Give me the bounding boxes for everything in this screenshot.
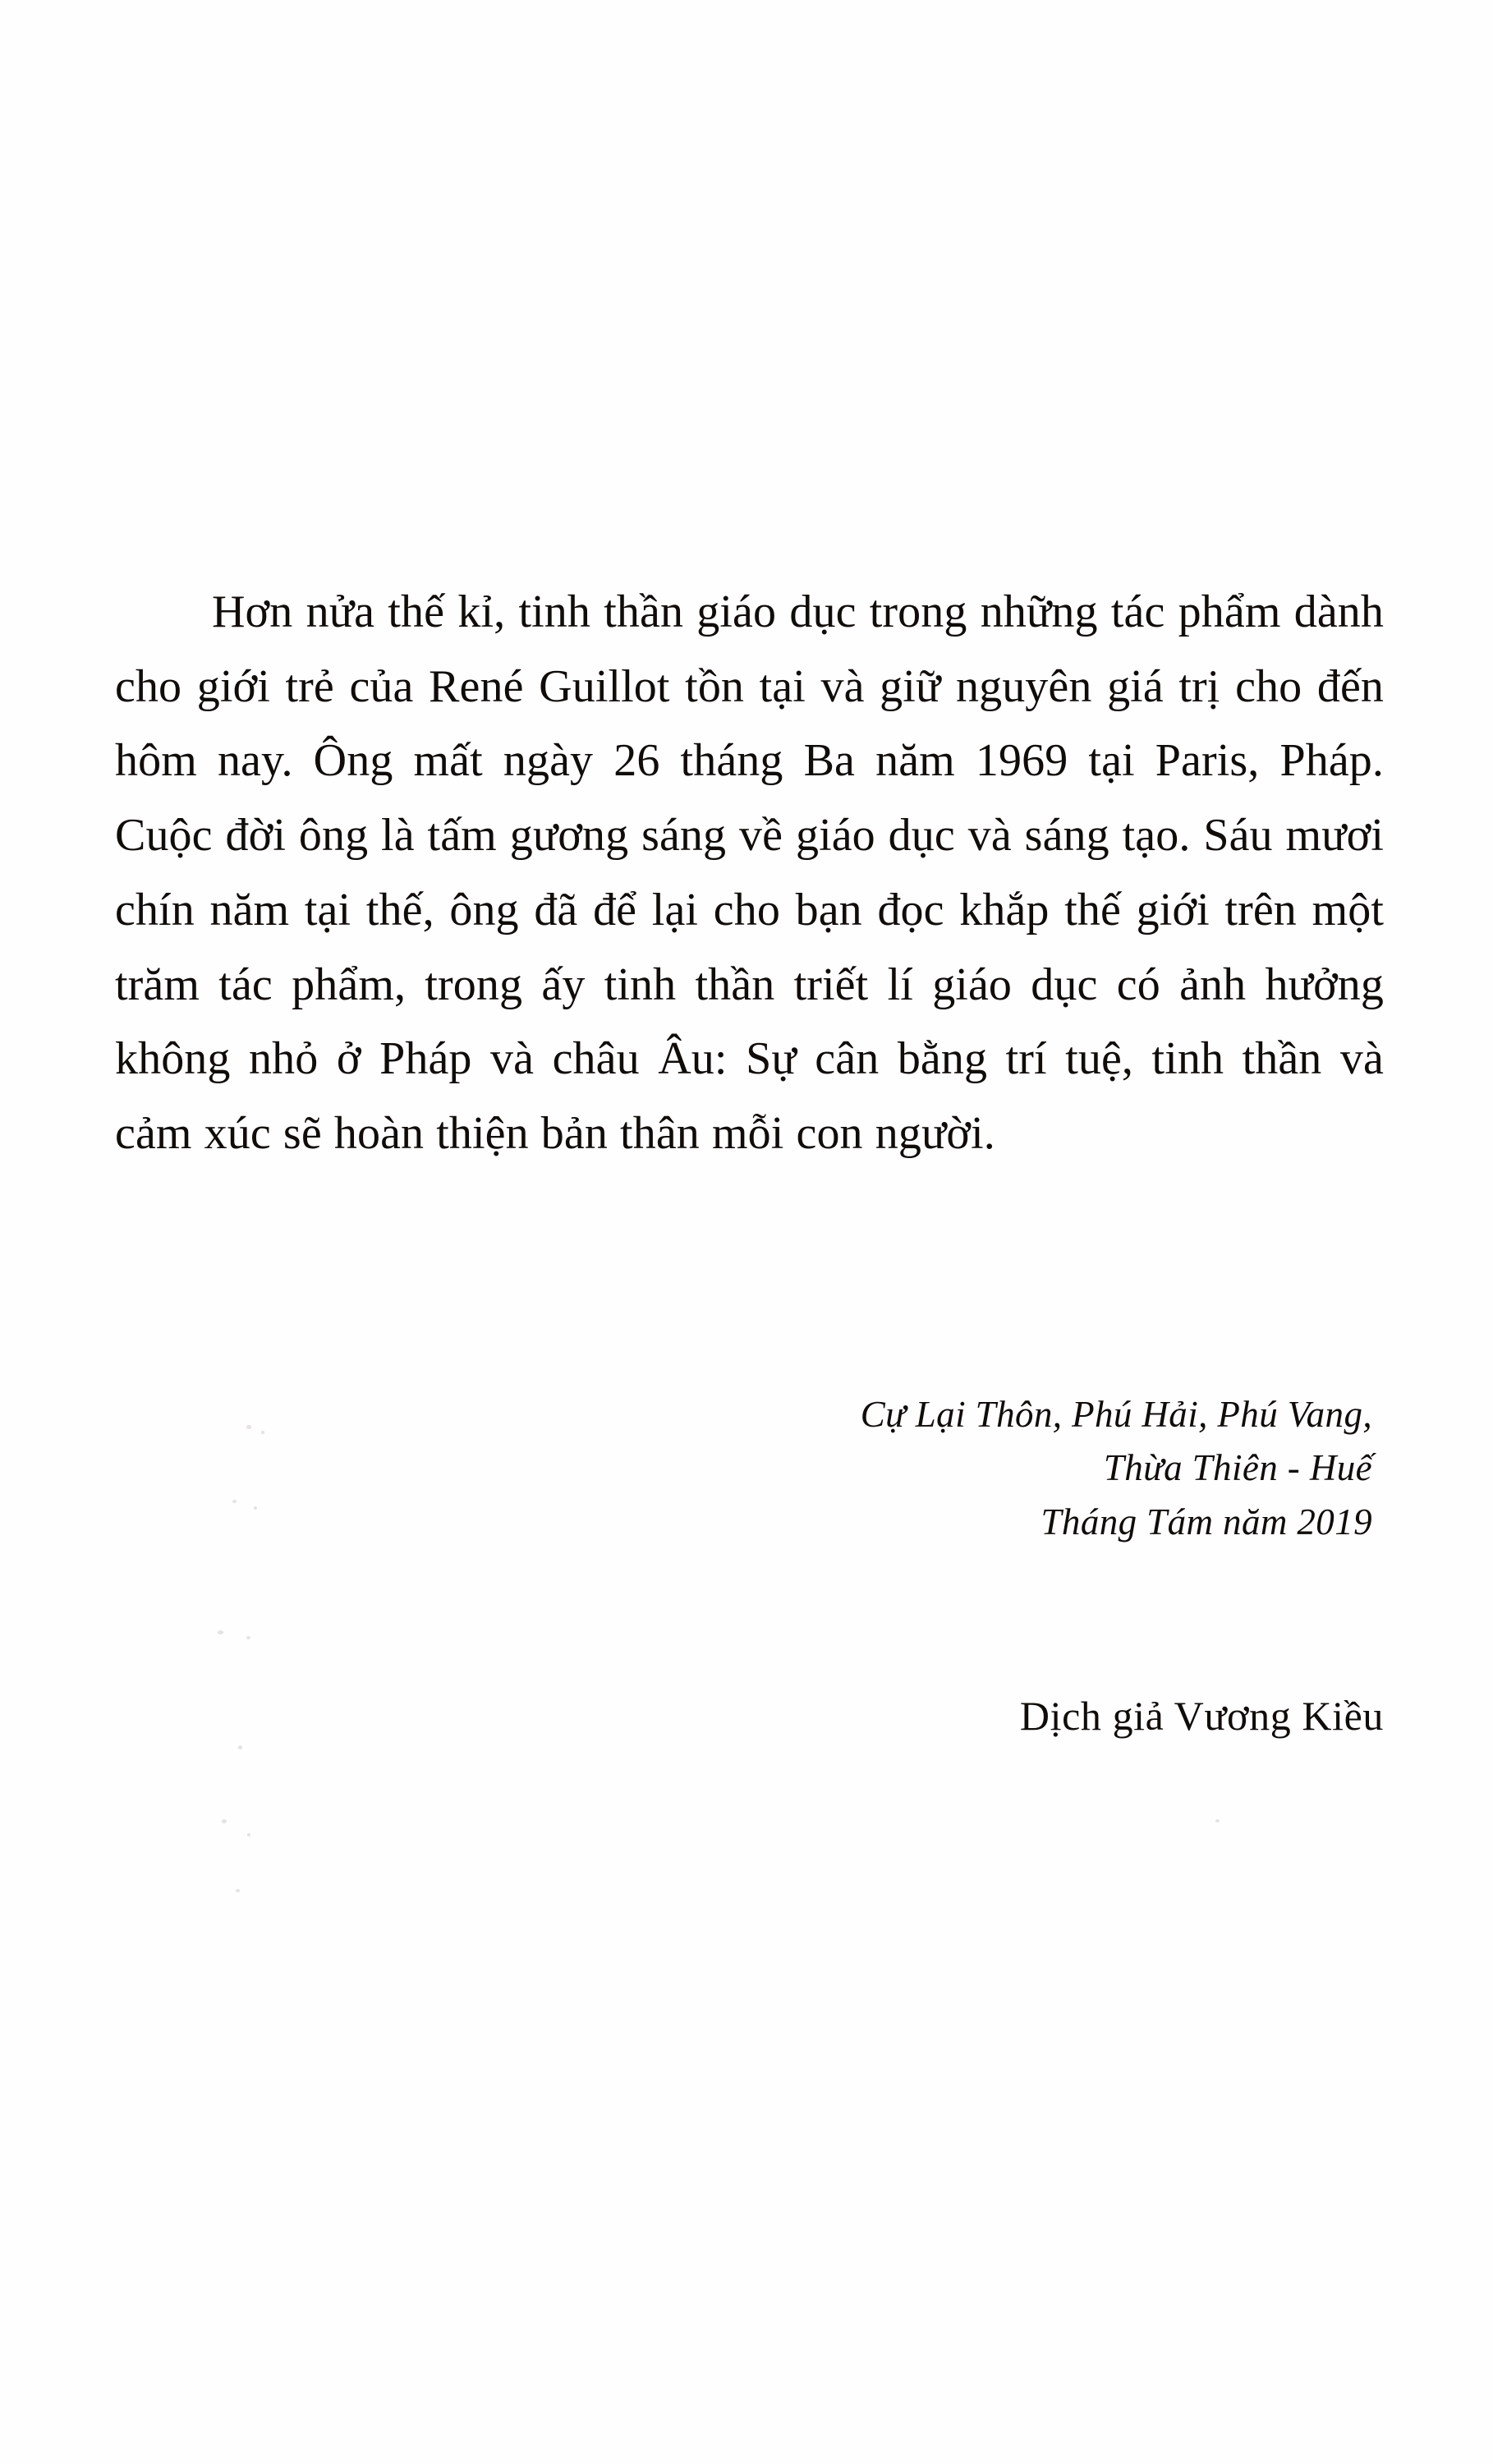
translator-credit: Dịch giả Vương Kiều: [1019, 1693, 1384, 1739]
signature-date-line: Tháng Tám năm 2019: [1041, 1501, 1372, 1542]
scan-speck: [1215, 1819, 1220, 1823]
scan-speck: [247, 1833, 250, 1837]
body-paragraph: Hơn nửa thế kỉ, tinh thần giáo dục trong những tác phẩm dành cho giới trẻ của René Guillot tồn tại và giữ nguyên giá trị cho đến hôm nay. Ông mất ngày 26 tháng Ba năm 1969 tại Paris, Pháp. Cuộc đời ông là tấm gương sáng về giáo dục và sáng tạo. Sáu mươi chín năm tại thế, ông đã để lại cho bạn đọc khắp thế giới trên một trăm tác phẩm, trong ấy tinh thần triết lí giáo dục có ảnh hưởng không nhỏ ở Pháp và châu Âu: Sự cân bằng trí tuệ, tinh thần và cảm xúc sẽ hoàn thiện bản thân mỗi con người.: [115, 586, 1384, 1160]
scan-speck: [218, 1630, 223, 1634]
scan-speck: [238, 1745, 242, 1749]
scan-speck: [222, 1819, 227, 1823]
scan-speck: [232, 1500, 237, 1503]
body-text-block: [115, 575, 1384, 1171]
scan-speck: [246, 1425, 251, 1429]
scan-speck: [261, 1431, 264, 1434]
signature-place-line-2: Thừa Thiên - Huế: [1103, 1447, 1372, 1489]
signature-block: [115, 1388, 1384, 1549]
scan-speck: [254, 1506, 257, 1510]
scan-speck: [236, 1889, 240, 1892]
signature-place-line-1: Cự Lại Thôn, Phú Hải, Phú Vang,: [860, 1394, 1372, 1435]
scan-speck: [246, 1636, 250, 1639]
